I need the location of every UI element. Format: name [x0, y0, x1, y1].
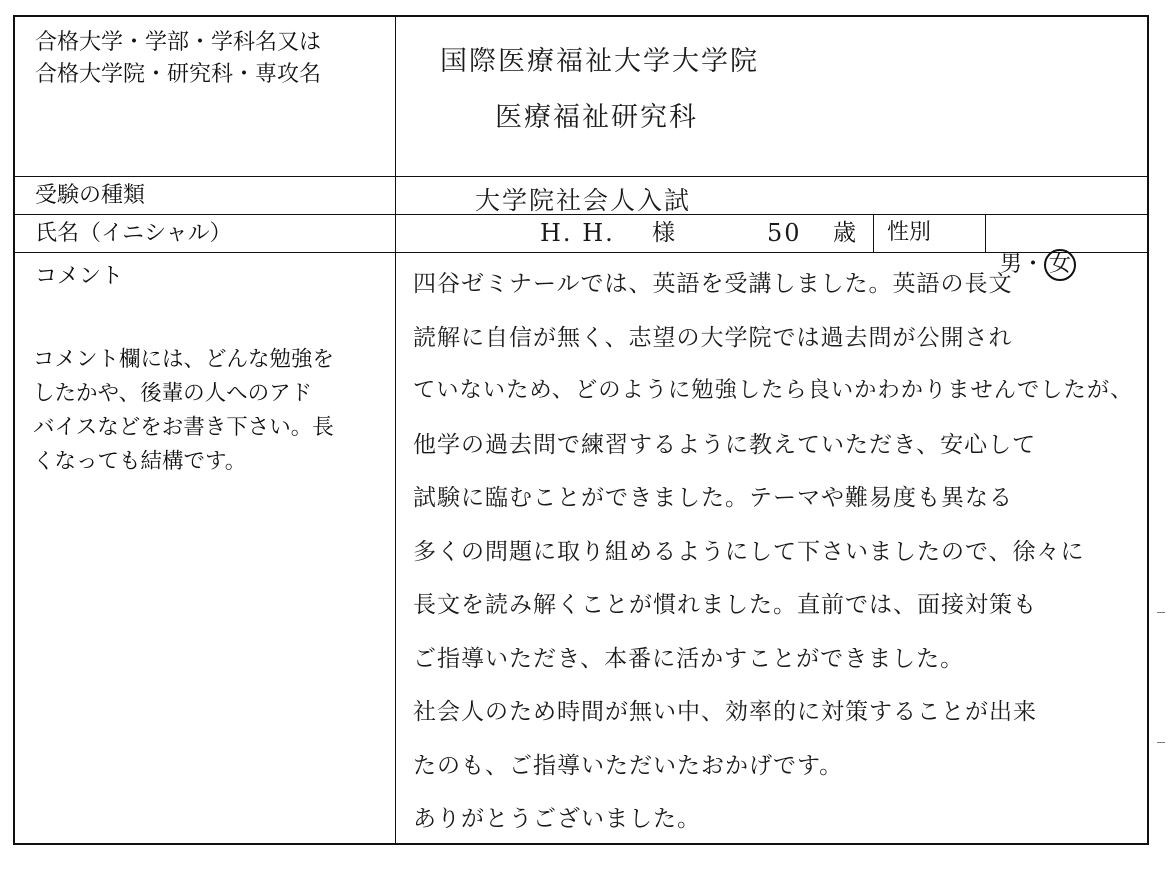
gender-male-option: 男・ — [1000, 252, 1045, 277]
gender-label: 性別 — [887, 220, 932, 245]
comment-label: コメント — [35, 264, 124, 289]
gender-female-circled: 女 — [1044, 249, 1076, 281]
initials-handwritten: H. H. — [540, 219, 615, 247]
honorific-label: 様 — [652, 220, 675, 246]
testimonial-form — [13, 15, 1149, 845]
column-divider-main — [395, 17, 396, 843]
scan-edge-mark — [1157, 742, 1165, 743]
comment-line: 社会人のため時間が無い中、効率的に対策することが出来 — [413, 699, 1037, 725]
row-divider-name — [15, 252, 1147, 253]
exam-type-handwritten: 大学院社会人入試 — [475, 186, 692, 215]
school-name-handwritten: 国際医療福祉大学大学院 — [440, 46, 759, 77]
comment-line: 長文を読み解くことが慣れました。直前では、面接対策も — [413, 592, 1037, 618]
comment-line: たのも、ご指導いただいたおかげです。 — [413, 752, 844, 779]
comment-line: ていないため、どのように勉強したら良いかわかりませんでしたが、 — [413, 377, 1134, 403]
comment-line: 他学の過去問で練習するように教えていただき、安心して — [413, 431, 1037, 458]
comment-line: 読解に自信が無く、志望の大学院では過去問が公開され — [413, 324, 1013, 351]
comment-hint: コメント欄には、どんな勉強を したかや、後輩の人へのアド バイスなどをお書き下さい。長 くなっても結構です。 — [33, 347, 335, 474]
graduate-school-handwritten: 医療福祉研究科 — [495, 102, 698, 133]
comment-line: ありがとうございました。 — [413, 806, 701, 832]
comment-line: 試験に臨むことができました。テーマや難易度も異なる — [413, 485, 1013, 511]
scan-edge-mark — [1157, 612, 1165, 613]
comment-line: 多くの問題に取り組めるようにして下さいましたので、徐々に — [413, 538, 1085, 565]
age-unit-label: 歳 — [833, 220, 856, 246]
school-label: 合格大学・学部・学科名又は 合格大学院・研究科・専攻名 — [35, 30, 322, 87]
age-handwritten: 50 — [767, 219, 802, 247]
comment-line: ご指導いただき、本番に活かすことができました。 — [413, 645, 965, 672]
row-divider-school — [15, 176, 1147, 177]
column-divider-gender — [985, 214, 986, 252]
comment-line: 四谷ゼミナールでは、英語を受講しました。英語の長文 — [413, 271, 1013, 297]
column-divider-age — [873, 214, 874, 252]
exam-type-label: 受験の種類 — [35, 183, 146, 208]
name-label: 氏名（イニシャル） — [35, 221, 232, 246]
